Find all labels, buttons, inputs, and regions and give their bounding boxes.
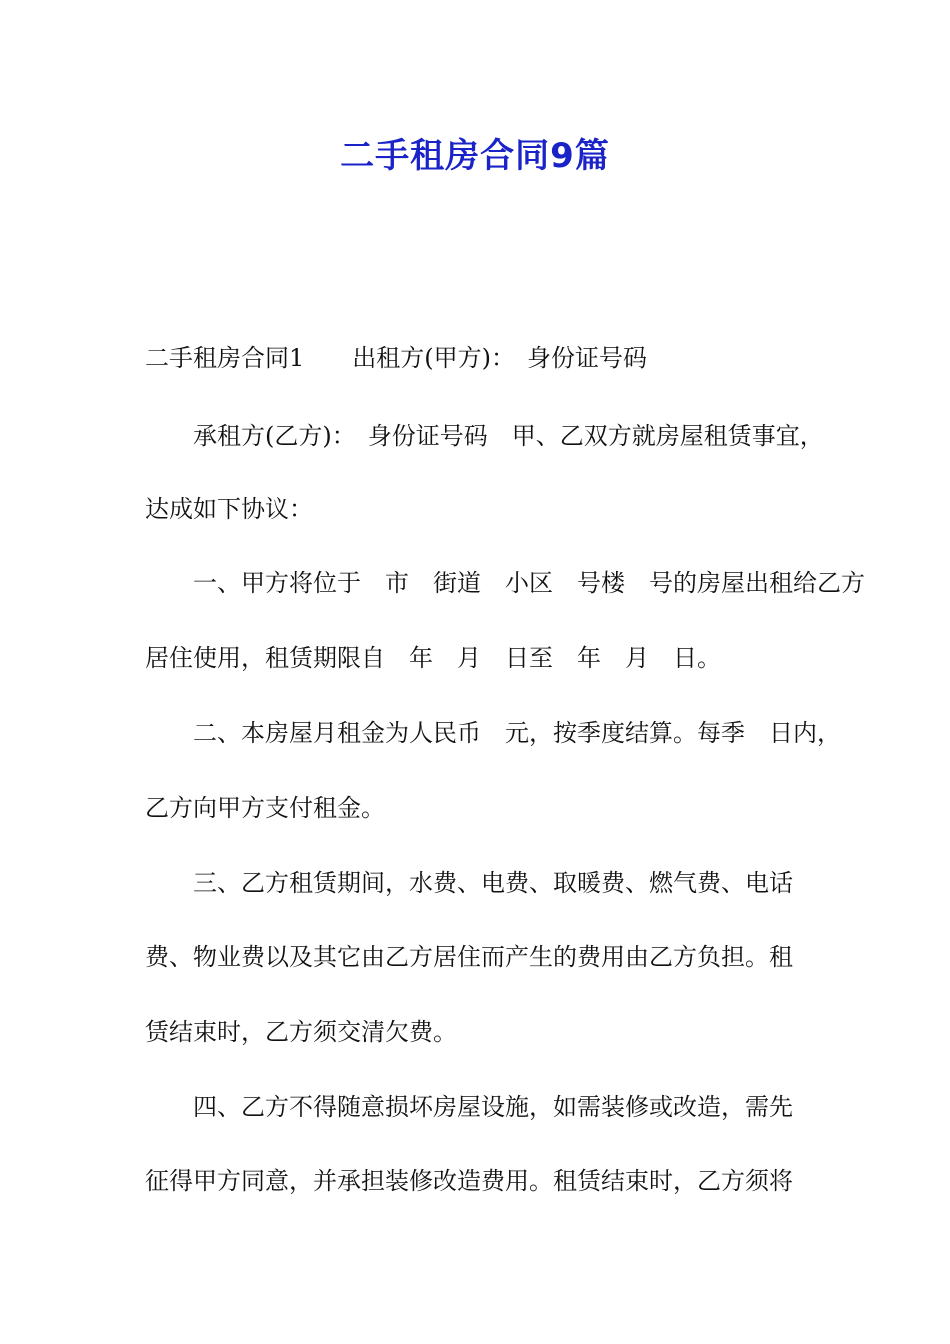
- text-line: 征得甲方同意，并承担装修改造费用。租赁结束时，乙方须将: [145, 1167, 793, 1195]
- text-line: 费、物业费以及其它由乙方居住而产生的费用由乙方负担。租: [145, 943, 793, 971]
- text-line: 二、本房屋月租金为人民币 元，按季度结算。每季 日内，: [145, 719, 841, 747]
- document-title: 二手租房合同9篇: [340, 136, 610, 176]
- text-line: 一、甲方将位于 市 街道 小区 号楼 号的房屋出租给乙方: [145, 569, 865, 597]
- text-line: 赁结束时，乙方须交清欠费。: [145, 1018, 457, 1046]
- text-line: 居住使用，租赁期限自 年 月 日至 年 月 日。: [145, 644, 721, 672]
- text-line: 二手租房合同1 出租方(甲方)： 身份证号码: [145, 344, 647, 372]
- text-line: 三、乙方租赁期间，水费、电费、取暖费、燃气费、电话: [145, 869, 793, 897]
- text-line: 四、乙方不得随意损坏房屋设施，如需装修或改造，需先: [145, 1093, 793, 1121]
- text-line: 承租方(乙方)： 身份证号码 甲、乙双方就房屋租赁事宜，: [145, 422, 824, 450]
- text-line: 达成如下协议：: [145, 495, 313, 523]
- text-line: 乙方向甲方支付租金。: [145, 794, 385, 822]
